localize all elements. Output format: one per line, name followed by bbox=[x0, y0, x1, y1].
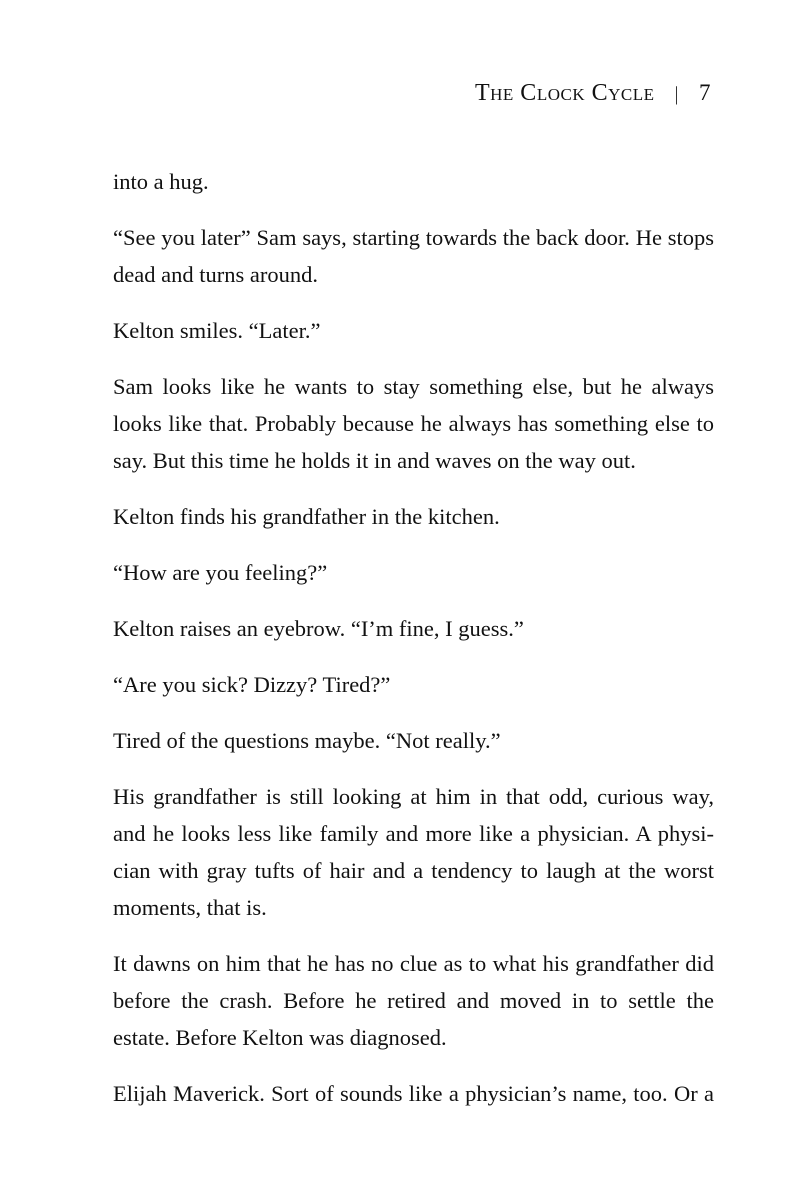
paragraph: His grandfather is still looking at him in that odd, curious way, and he looks less like family and more like a physician. A physician with gray tufts of hair and a tendency to laugh at the worst moments, that is. bbox=[113, 784, 714, 920]
header-separator: | bbox=[674, 83, 679, 105]
paragraph: Kelton smiles. “Later.” bbox=[113, 318, 321, 343]
running-header bbox=[475, 80, 711, 107]
paragraph: Kelton raises an eyebrow. “I’m fine, I guess.” bbox=[113, 616, 524, 641]
paragraph: It dawns on him that he has no clue as to what his grandfather did before the crash. Before he retired and moved in to settle the estate. Before Kelton was diagnosed. bbox=[113, 951, 714, 1050]
paragraph: Sam looks like he wants to stay something else, but he always looks like that. Probably because he always has something else to say. But this time he holds it in and waves on the way out. bbox=[113, 374, 714, 473]
paragraph: into a hug. bbox=[113, 169, 209, 194]
paragraph: Tired of the questions maybe. “Not really.” bbox=[113, 728, 501, 753]
paragraph: “How are you feeling?” bbox=[113, 560, 328, 585]
paragraph: Kelton finds his grandfather in the kitchen. bbox=[113, 504, 500, 529]
paragraph: “See you later” Sam says, starting towards the back door. He stops dead and turns around. bbox=[113, 225, 714, 287]
paragraph: “Are you sick? Dizzy? Tired?” bbox=[113, 672, 391, 697]
page-number: 7 bbox=[699, 80, 711, 105]
paragraph: Elijah Maverick. Sort of sounds like a physician’s name, too. Or a bbox=[113, 1081, 714, 1106]
body-text bbox=[113, 163, 714, 1131]
running-title: The Clock Cycle bbox=[474, 80, 655, 106]
